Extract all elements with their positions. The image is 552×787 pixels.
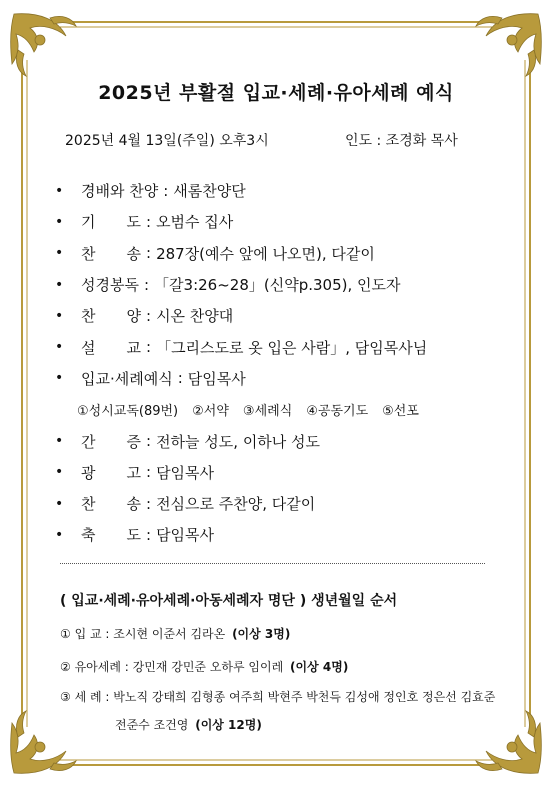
item-colon: : bbox=[163, 181, 169, 200]
roster-names: 박노직 강태희 김형종 여주희 박현주 박천득 김성애 정인호 정은선 김효준 bbox=[113, 690, 496, 704]
item-value: 「갈3:26~28」(신약p.305), 인도자 bbox=[154, 276, 401, 295]
item-label bbox=[81, 431, 141, 452]
list-item bbox=[55, 206, 505, 237]
list-item bbox=[55, 519, 505, 550]
item-value: 담임목사 bbox=[156, 526, 215, 545]
ceremony-step: ⑤선포 bbox=[382, 404, 419, 420]
bullet-icon: • bbox=[55, 370, 64, 387]
ceremony-step: ③세례식 bbox=[242, 404, 293, 420]
item-colon: : bbox=[146, 432, 152, 451]
item-value: 「그리스도로 옷 입은 사람」, 담임목사님 bbox=[156, 338, 428, 357]
item-label-char: 송 bbox=[126, 495, 141, 514]
bullet-icon: • bbox=[55, 433, 64, 450]
item-value: 담임목사 bbox=[156, 463, 215, 482]
roster-count: (이상 3명) bbox=[232, 627, 291, 641]
bullet-icon: • bbox=[55, 526, 64, 543]
item-colon: : bbox=[146, 212, 152, 231]
item-colon: : bbox=[146, 306, 152, 325]
bullet-icon: • bbox=[55, 339, 64, 356]
roster-baptism bbox=[60, 688, 496, 705]
roster-names: 조시현 이준서 김라온 bbox=[113, 627, 226, 641]
list-item bbox=[55, 488, 505, 519]
page-title: 2025년 부활절 입교·세례·유아세례 예식 bbox=[98, 82, 454, 104]
ceremony-step: ④공동기도 bbox=[306, 404, 369, 420]
item-colon: : bbox=[146, 463, 152, 482]
bullet-icon: • bbox=[55, 307, 64, 324]
bullet-icon: • bbox=[55, 276, 64, 293]
officiant: 인도 : 조경화 목사 bbox=[345, 133, 458, 149]
list-item bbox=[55, 363, 505, 394]
roster-label: ① 입 교 : bbox=[60, 627, 110, 641]
roster-infant bbox=[60, 658, 490, 675]
corner-ornament-icon bbox=[11, 14, 76, 76]
dotted-divider bbox=[60, 563, 485, 564]
roster-label: ③ 세 례 : bbox=[60, 690, 110, 704]
item-label-char: 도 bbox=[126, 526, 141, 545]
item-label-char: 증 bbox=[126, 432, 141, 451]
item-label-char: 찬 bbox=[81, 307, 96, 326]
roster-count: (이상 4명) bbox=[290, 660, 349, 674]
item-label-char: 송 bbox=[126, 244, 141, 263]
list-item bbox=[55, 238, 505, 269]
item-label bbox=[81, 462, 141, 483]
roster-title: ( 입교·세례·유아세례·아동세례자 명단 ) 생년월일 순서 bbox=[60, 593, 398, 609]
service-date: 2025년 4월 13일(주일) 오후3시 bbox=[65, 133, 269, 149]
bullet-icon: • bbox=[55, 213, 64, 230]
item-label: 경배와 찬양 bbox=[81, 182, 159, 201]
item-label-char: 양 bbox=[126, 307, 141, 326]
ceremony-steps bbox=[55, 394, 505, 425]
item-label-char: 기 bbox=[81, 213, 96, 232]
bullet-icon: • bbox=[55, 495, 64, 512]
item-value: 전심으로 주찬양, 다같이 bbox=[156, 495, 316, 514]
roster-count: (이상 12명) bbox=[195, 718, 262, 732]
bullet-icon: • bbox=[55, 464, 64, 481]
item-label-char: 광 bbox=[81, 463, 96, 482]
item-label bbox=[81, 243, 141, 264]
list-item bbox=[55, 331, 505, 362]
roster-names: 강민재 강민준 오하루 임이레 bbox=[132, 660, 284, 674]
roster-confirmation bbox=[60, 625, 490, 642]
item-colon: : bbox=[143, 275, 150, 294]
item-label bbox=[81, 305, 141, 326]
item-label-char: 고 bbox=[126, 463, 141, 482]
item-value: 시온 찬양대 bbox=[156, 307, 234, 326]
item-colon: : bbox=[146, 494, 152, 513]
list-item bbox=[55, 269, 505, 300]
item-label-char: 교 bbox=[126, 338, 141, 357]
roster-baptism-continued bbox=[115, 716, 545, 733]
item-label-char: 간 bbox=[81, 432, 96, 451]
item-label bbox=[81, 211, 141, 232]
item-value: 새롬찬양단 bbox=[173, 182, 246, 201]
item-colon: : bbox=[146, 525, 152, 544]
item-label-char: 축 bbox=[81, 526, 96, 545]
bullet-icon: • bbox=[55, 245, 64, 262]
item-label: 입교·세례예식 bbox=[81, 369, 173, 388]
item-value: 287장(예수 앞에 나오면), 다같이 bbox=[156, 244, 375, 263]
item-colon: : bbox=[146, 244, 152, 263]
order-of-service bbox=[55, 175, 505, 551]
item-label bbox=[81, 337, 141, 358]
item-label bbox=[81, 493, 141, 514]
list-item bbox=[55, 457, 505, 488]
item-label: 성경봉독 bbox=[81, 276, 139, 295]
roster-label: ② 유아세례 : bbox=[60, 660, 129, 674]
item-label-char: 찬 bbox=[81, 244, 96, 263]
ceremony-step: ②서약 bbox=[192, 404, 229, 420]
list-item bbox=[55, 300, 505, 331]
list-item bbox=[55, 425, 505, 456]
roster-names: 전준수 조건영 bbox=[115, 718, 189, 732]
item-colon: : bbox=[177, 369, 183, 388]
item-label bbox=[81, 524, 141, 545]
list-item bbox=[55, 175, 505, 206]
item-label-char: 도 bbox=[126, 213, 141, 232]
item-value: 전하늘 성도, 이하나 성도 bbox=[156, 432, 321, 451]
item-label-char: 설 bbox=[81, 338, 96, 357]
ceremony-step: ①성시교독(89번) bbox=[77, 404, 179, 420]
item-value: 담임목사 bbox=[187, 369, 246, 388]
item-colon: : bbox=[146, 338, 152, 357]
bullet-icon: • bbox=[55, 182, 64, 199]
item-label-char: 찬 bbox=[81, 495, 96, 514]
item-value: 오범수 집사 bbox=[156, 213, 234, 232]
